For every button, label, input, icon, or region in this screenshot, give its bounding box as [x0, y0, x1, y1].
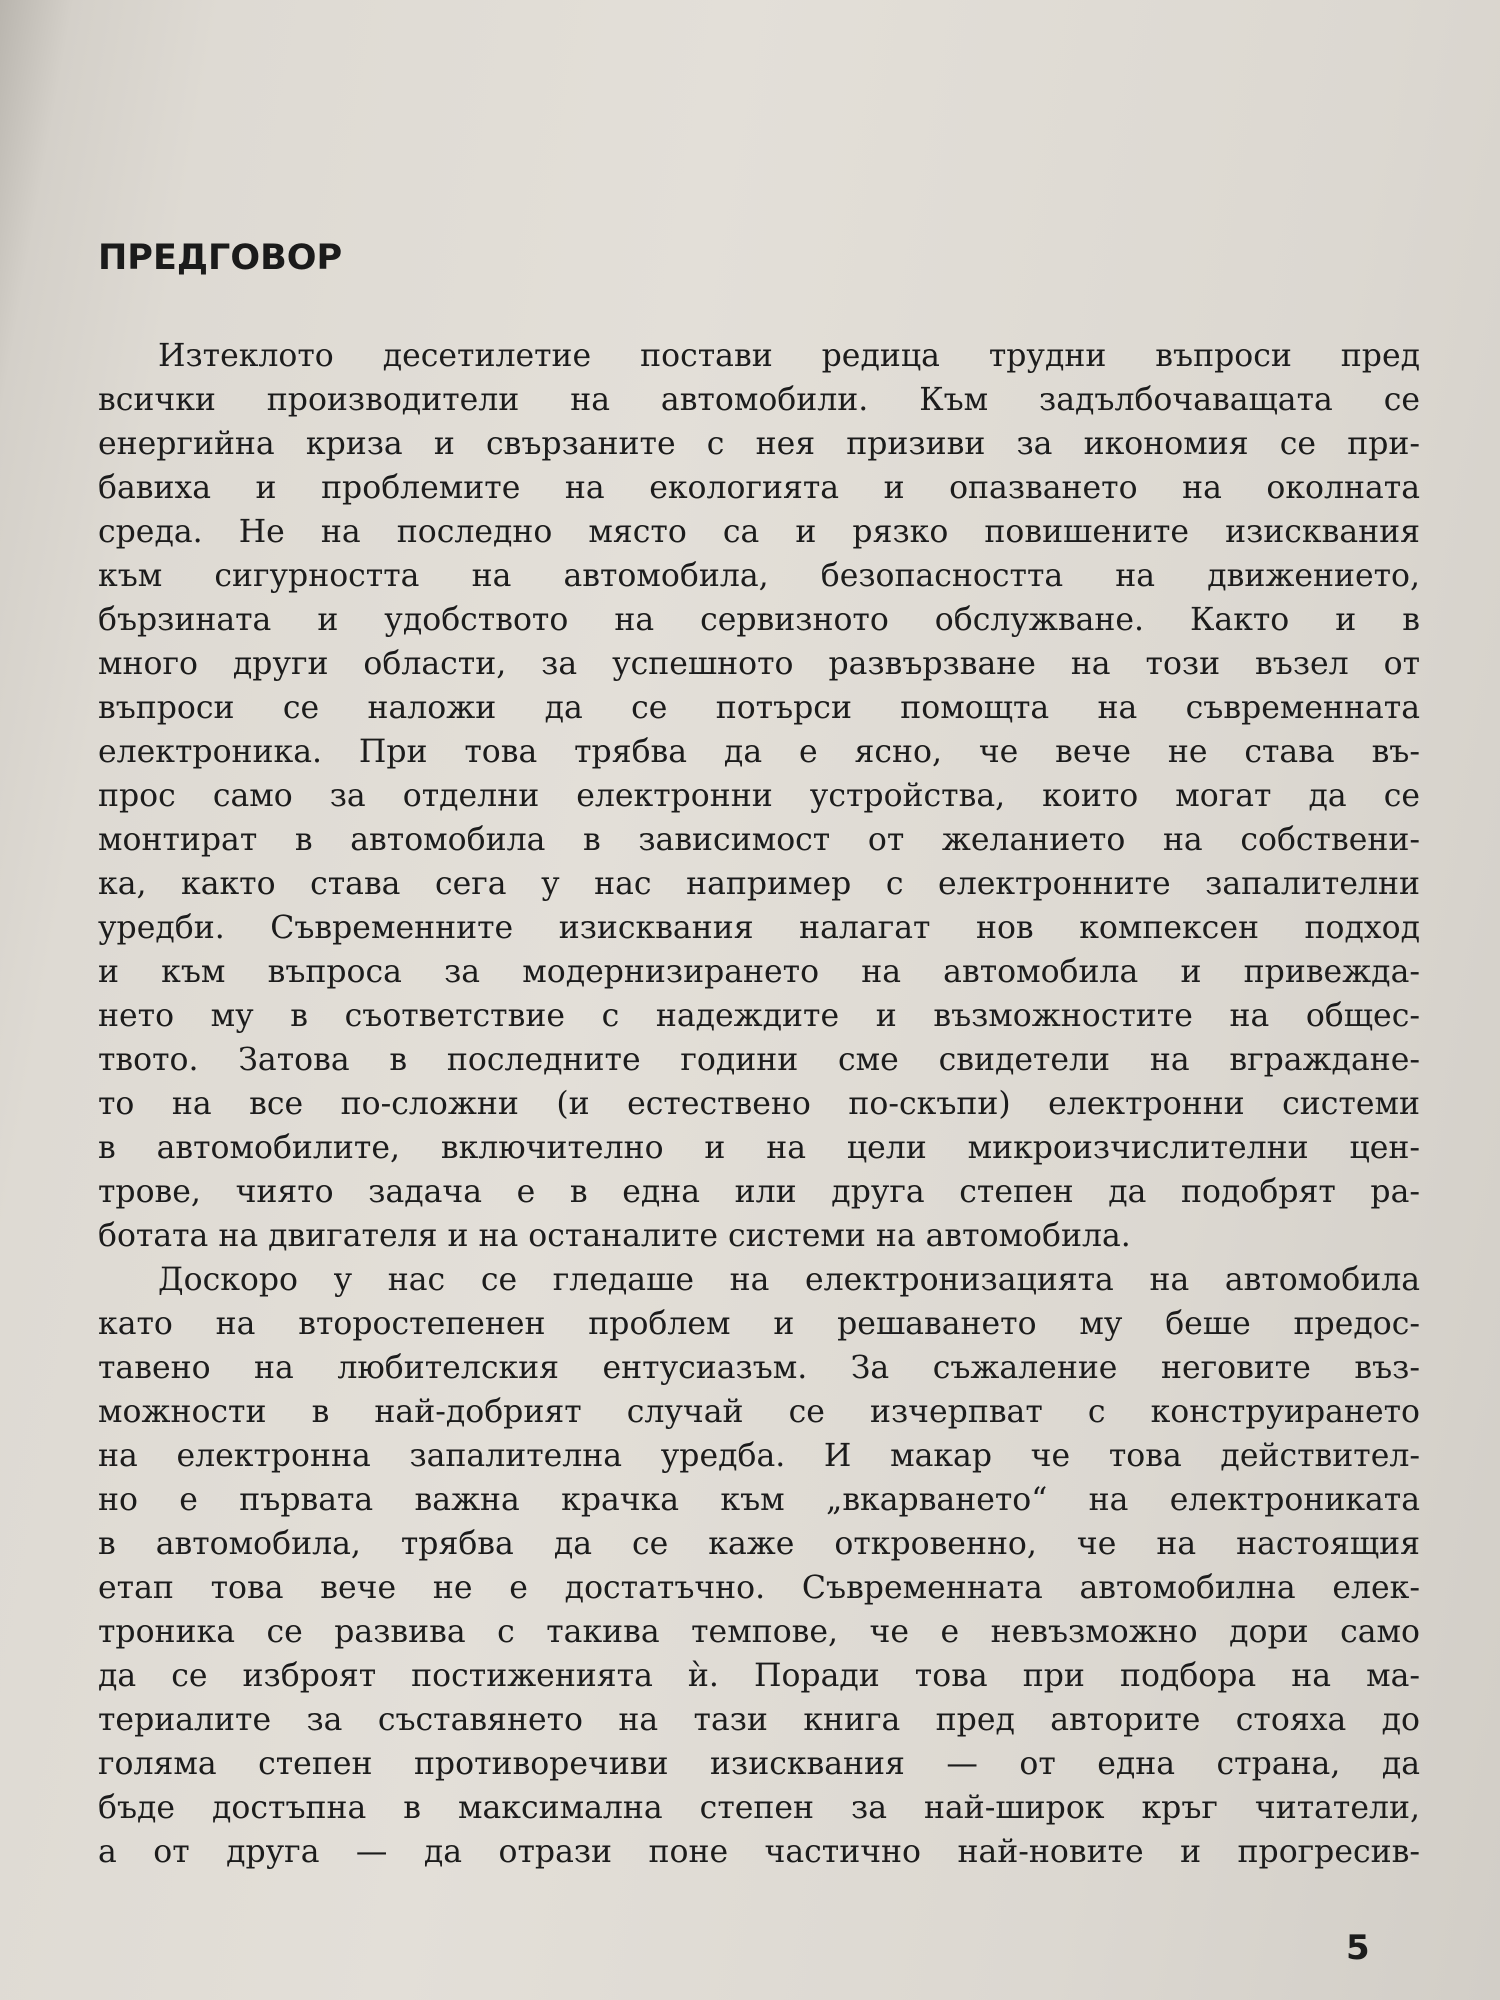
- text-line: енергийна криза и свързаните с нея призиви за икономия се при-: [98, 426, 1420, 462]
- text-line: монтират в автомобила в зависимост от желанието на собствени-: [98, 822, 1420, 858]
- text-line: нето му в съответствие с надеждите и възможностите на общес-: [98, 998, 1420, 1034]
- text-line: прос само за отделни електронни устройства, които могат да се: [98, 778, 1420, 814]
- text-line: бавиха и проблемите на екологията и опазването на околната: [98, 470, 1420, 506]
- text-line: всички производители на автомобили. Към задълбочаващата се: [98, 382, 1420, 418]
- page-number: 5: [1346, 1928, 1370, 1968]
- text-line: голяма степен противоречиви изисквания — от една страна, да: [98, 1746, 1420, 1782]
- page-heading: ПРЕДГОВОР: [98, 238, 343, 278]
- text-line: бъде достъпна в максимална степен за най-широк кръг читатели,: [98, 1790, 1420, 1826]
- text-line: на електронна запалителна уредба. И макар че това действител-: [98, 1438, 1420, 1474]
- text-line: но е първата важна крачка към „вкарването“ на електрониката: [98, 1482, 1420, 1518]
- text-line: и към въпроса за модернизирането на автомобила и привежда-: [98, 954, 1420, 990]
- text-line: много други области, за успешното развързване на този възел от: [98, 646, 1420, 682]
- text-line: бързината и удобството на сервизното обслужване. Както и в: [98, 602, 1420, 638]
- text-line: в автомобилите, включително и на цели микроизчислителни цен-: [98, 1130, 1420, 1166]
- text-line: а от друга — да отрази поне частично най-новите и прогресив-: [98, 1834, 1420, 1870]
- text-line: етап това вече не е достатъчно. Съвременната автомобилна елек-: [98, 1570, 1420, 1606]
- text-line: като на второстепенен проблем и решаването му беше предос-: [98, 1306, 1420, 1342]
- text-line: то на все по-сложни (и естествено по-скъпи) електронни системи: [98, 1086, 1420, 1122]
- text-line: тавено на любителския ентусиазъм. За съжаление неговите въз-: [98, 1350, 1420, 1386]
- text-line: в автомобила, трябва да се каже откровенно, че на настоящия: [98, 1526, 1420, 1562]
- text-line: среда. Не на последно място са и рязко повишените изисквания: [98, 514, 1420, 550]
- text-line: въпроси се наложи да се потърси помощта на съвременната: [98, 690, 1420, 726]
- paragraph-2: [98, 1258, 1420, 1874]
- text-line: електроника. При това трябва да е ясно, че вече не става въ-: [98, 734, 1420, 770]
- text-line: Доскоро у нас се гледаше на електронизацията на автомобила: [158, 1262, 1420, 1298]
- text-line: ка, както става сега у нас например с електронните запалителни: [98, 866, 1420, 902]
- text-line: териалите за съставянето на тази книга пред авторите стояха до: [98, 1702, 1420, 1738]
- reverse-side-show-through: [160, 0, 1460, 330]
- text-line: към сигурността на автомобила, безопасността на движението,: [98, 558, 1420, 594]
- text-line: можности в най-добрият случай се изчерпват с конструирането: [98, 1394, 1420, 1430]
- text-line: троника се развива с такива темпове, че е невъзможно дори само: [98, 1614, 1420, 1650]
- paragraph-1: [98, 334, 1420, 1258]
- text-line: ботата на двигателя и на останалите системи на автомобила.: [98, 1218, 1131, 1254]
- text-line: Изтеклото десетилетие постави редица трудни въпроси пред: [158, 338, 1420, 374]
- text-line: твото. Затова в последните години сме свидетели на вграждане-: [98, 1042, 1420, 1078]
- text-line: трове, чиято задача е в една или друга степен да подобрят ра-: [98, 1174, 1420, 1210]
- text-line: да се изброят постиженията ѝ. Поради това при подбора на ма-: [98, 1658, 1420, 1694]
- body-text: [98, 334, 1420, 1874]
- text-line: уредби. Съвременните изисквания налагат нов компексен подход: [98, 910, 1420, 946]
